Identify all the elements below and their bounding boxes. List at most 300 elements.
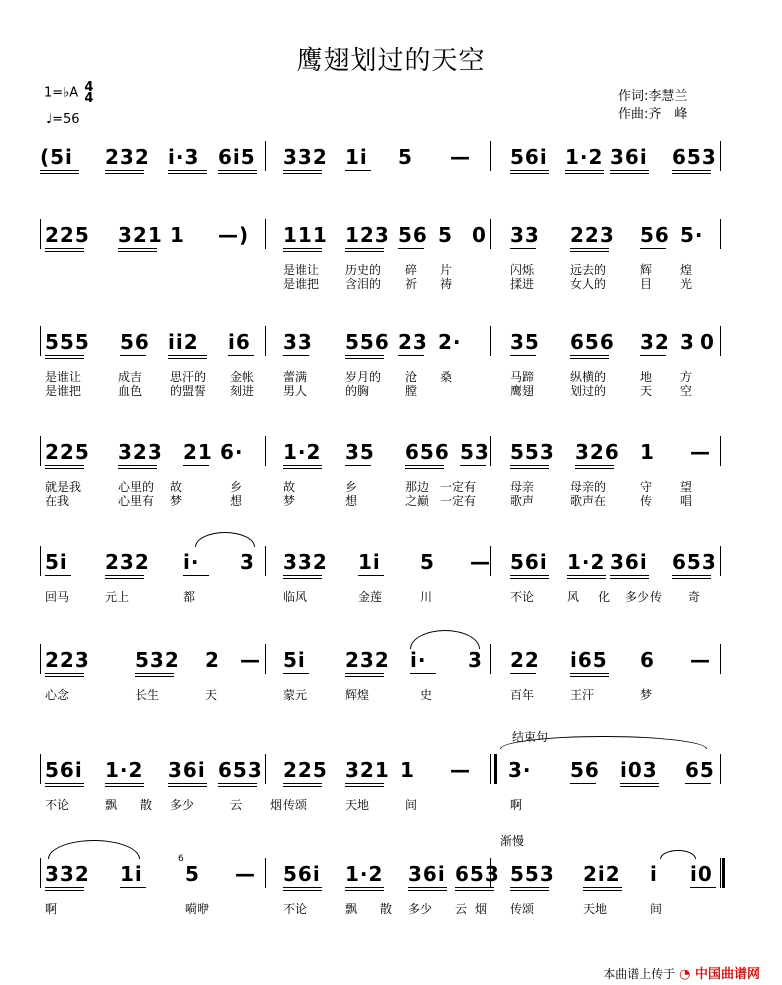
lyric-word: 方 xyxy=(680,370,693,384)
lyric-word: 风 xyxy=(567,590,580,604)
beam-line xyxy=(685,783,711,784)
beam-line xyxy=(345,887,384,888)
beam-line xyxy=(345,170,371,171)
lyric-word: 散 xyxy=(140,798,153,812)
note-group: — xyxy=(235,862,256,886)
lyric-word: 散 xyxy=(380,902,393,916)
beam-line-double xyxy=(570,358,609,359)
beam-line-double xyxy=(510,890,549,891)
beam-line-double xyxy=(118,251,157,252)
note-group: 553 xyxy=(510,862,555,886)
beam-line-double xyxy=(283,890,322,891)
note-group: (5i xyxy=(40,145,73,169)
beam-line xyxy=(168,783,207,784)
lyric-word: 不论 xyxy=(283,902,308,916)
beam-line xyxy=(345,673,384,674)
note-group: 1i xyxy=(358,550,381,574)
lyric-word: 女人的 xyxy=(570,277,607,291)
beam-line xyxy=(510,170,549,171)
lyric-word: 鹰翅 xyxy=(510,384,535,398)
lyric-word: 辉 xyxy=(640,263,653,277)
lyric-word: 的胸 xyxy=(345,384,370,398)
beam-line-double xyxy=(408,890,447,891)
beam-line xyxy=(183,465,209,466)
lyric-word: 马蹄 xyxy=(510,370,535,384)
beam-line xyxy=(570,248,609,249)
beam-line-double xyxy=(570,676,609,677)
beam-line-double xyxy=(570,251,609,252)
bar-line xyxy=(40,754,41,784)
beam-line xyxy=(105,575,144,576)
lyric-word: 蕾满 xyxy=(283,370,308,384)
beam-line xyxy=(45,783,84,784)
lyric-word: 梦 xyxy=(170,494,183,508)
beam-line xyxy=(610,170,649,171)
lyric-word: 云 xyxy=(230,798,243,812)
lyric-word: 天 xyxy=(640,384,653,398)
lyric-word: 临风 xyxy=(283,590,308,604)
note-group: 56 xyxy=(570,758,600,782)
note-group: 2· xyxy=(438,330,462,354)
note-group: i03 xyxy=(620,758,658,782)
beam-line xyxy=(405,465,444,466)
note-group: 6· xyxy=(220,440,244,464)
note-group: 5 xyxy=(420,550,435,574)
beam-line xyxy=(45,887,84,888)
beam-line xyxy=(570,355,609,356)
beam-line xyxy=(40,170,79,171)
lyric-word: 乡 xyxy=(230,480,243,494)
beam-line xyxy=(283,248,322,249)
lyric-word: 心念 xyxy=(45,688,70,702)
bar-line xyxy=(720,546,721,576)
lyric-word: 地 xyxy=(640,370,653,384)
beam-line xyxy=(510,248,536,249)
note-group: 656 xyxy=(570,330,615,354)
beam-line xyxy=(460,465,486,466)
note-group: 1 xyxy=(170,223,185,247)
note-group: 33 xyxy=(510,223,540,247)
note-group: ii2 xyxy=(168,330,199,354)
lyric-word: 多少 xyxy=(408,902,433,916)
lyric-word: 都 xyxy=(183,590,196,604)
beam-line-double xyxy=(45,251,84,252)
note-group: 656 xyxy=(405,440,450,464)
beam-line xyxy=(570,783,596,784)
beam-line-double xyxy=(45,786,84,787)
note-group: i· xyxy=(410,648,427,672)
lyric-word: 一定有 xyxy=(440,480,477,494)
bar-line xyxy=(265,754,266,784)
lyric-word: 煌 xyxy=(680,263,693,277)
beam-line-double xyxy=(168,358,207,359)
lyric-word: 是谁让 xyxy=(45,370,82,384)
note-group: 21 xyxy=(183,440,213,464)
bar-line xyxy=(490,219,491,249)
lyric-word: 揉进 xyxy=(510,277,535,291)
note-group: — xyxy=(450,758,471,782)
beam-line xyxy=(510,887,549,888)
lyric-word: 那边 xyxy=(405,480,430,494)
bar-line xyxy=(40,436,41,466)
note-group: 35 xyxy=(510,330,540,354)
footer xyxy=(603,963,760,982)
beam-line-double xyxy=(135,676,174,677)
note-group: 232 xyxy=(105,550,150,574)
lyric-word: 目 xyxy=(640,277,653,291)
bar-line xyxy=(265,546,266,576)
note-group: 232 xyxy=(345,648,390,672)
lyric-word: 间 xyxy=(650,902,663,916)
note-group: 0 xyxy=(472,223,487,247)
bar-line xyxy=(490,754,491,784)
beam-line xyxy=(567,575,606,576)
bar-line xyxy=(490,326,491,356)
note-group: 323 xyxy=(118,440,163,464)
beam-line-double xyxy=(45,676,84,677)
slur-arc xyxy=(660,850,696,859)
beam-line xyxy=(283,783,322,784)
note-group: 53 xyxy=(460,440,490,464)
lyric-word: 啊 xyxy=(510,798,523,812)
lyric-word: 奇 xyxy=(688,590,701,604)
beam-line xyxy=(455,887,494,888)
beam-line xyxy=(570,673,609,674)
beam-line-double xyxy=(405,468,444,469)
lyric-word: 想 xyxy=(345,494,358,508)
lyric-word: 守 xyxy=(640,480,653,494)
lyricist-credit: 作词:李慧兰 xyxy=(618,89,688,104)
note-group: i0 xyxy=(690,862,713,886)
beam-line xyxy=(228,355,254,356)
note-group: 1·2 xyxy=(567,550,606,574)
beam-line xyxy=(45,248,84,249)
note-group: 225 xyxy=(45,440,90,464)
bar-line xyxy=(40,219,41,249)
lyric-word: 望 xyxy=(680,480,693,494)
note-group: i xyxy=(650,862,658,886)
lyric-word: 辉煌 xyxy=(345,688,370,702)
slur-arc xyxy=(410,630,480,649)
beam-line-double xyxy=(45,890,84,891)
bar-line xyxy=(40,326,41,356)
note-group: 123 xyxy=(345,223,390,247)
section-label: 渐慢 xyxy=(500,834,525,848)
lyric-word: 间 xyxy=(405,798,418,812)
note-group: 1·2 xyxy=(345,862,384,886)
note-group: 653 xyxy=(672,550,717,574)
lyric-word: 天 xyxy=(205,688,218,702)
bar-line xyxy=(265,326,266,356)
bar-line xyxy=(720,858,721,888)
note-group: 653 xyxy=(672,145,717,169)
beam-line-double xyxy=(565,173,604,174)
note-group: 5 xyxy=(438,223,453,247)
bar-line xyxy=(490,141,491,171)
note-group: 5i xyxy=(283,648,306,672)
note-group: 653 xyxy=(218,758,263,782)
beam-line-double xyxy=(510,173,549,174)
beam-line-double xyxy=(672,578,711,579)
beam-line xyxy=(398,355,424,356)
lyric-word: 片 xyxy=(440,263,453,277)
beam-line xyxy=(610,575,649,576)
note-group: 556 xyxy=(345,330,390,354)
bar-line xyxy=(265,436,266,466)
beam-line-double xyxy=(168,173,207,174)
note-group: — xyxy=(470,550,491,574)
note-group: —) xyxy=(218,223,250,247)
lyric-word: 飘 xyxy=(105,798,118,812)
lyric-word: 传 xyxy=(650,590,663,604)
lyric-word: 云 xyxy=(455,902,468,916)
note-group: 321 xyxy=(345,758,390,782)
lyric-word: 多少 xyxy=(170,798,195,812)
lyric-word: 天地 xyxy=(583,902,608,916)
note-group: 3 xyxy=(680,330,695,354)
beam-line xyxy=(690,887,716,888)
note-group: 2i2 xyxy=(583,862,621,886)
lyric-word: 沧 xyxy=(405,370,418,384)
footer-text: 本曲谱上传于 xyxy=(603,967,676,981)
note-group: 223 xyxy=(570,223,615,247)
beam-line xyxy=(345,355,384,356)
note-group: 3 xyxy=(240,550,255,574)
note-group: 56i xyxy=(45,758,83,782)
beam-line xyxy=(345,465,371,466)
note-group: 56i xyxy=(510,550,548,574)
note-group: 1·2 xyxy=(105,758,144,782)
beam-line-double xyxy=(345,786,384,787)
lyric-word: 刻进 xyxy=(230,384,255,398)
beam-line-double xyxy=(510,578,549,579)
note-group: 56 xyxy=(398,223,428,247)
note-group: 555 xyxy=(45,330,90,354)
beam-line xyxy=(168,355,207,356)
beam-line xyxy=(583,887,622,888)
beam-line xyxy=(120,887,146,888)
lyric-word: 岁月的 xyxy=(345,370,382,384)
beam-line xyxy=(218,783,257,784)
grace-note: 6 xyxy=(178,854,184,864)
bar-line xyxy=(490,436,491,466)
note-group: 5i xyxy=(45,550,68,574)
lyric-word: 故 xyxy=(170,480,183,494)
beam-line xyxy=(105,170,144,171)
lyric-word: 烟 xyxy=(475,902,488,916)
beam-line xyxy=(358,575,384,576)
note-group: — xyxy=(690,648,711,672)
note-group: 1·2 xyxy=(283,440,322,464)
lyric-word: 光 xyxy=(680,277,693,291)
lyric-word: 史 xyxy=(420,688,433,702)
lyric-word: 碎 xyxy=(405,263,418,277)
beam-line xyxy=(118,248,157,249)
beam-line xyxy=(672,575,711,576)
bar-line xyxy=(40,858,41,888)
beam-line-double xyxy=(218,173,257,174)
bar-line xyxy=(720,754,721,784)
beam-line-double xyxy=(105,786,144,787)
note-group: 36i xyxy=(408,862,446,886)
lyric-word: 唱 xyxy=(680,494,693,508)
lyric-word: 啊 xyxy=(45,902,58,916)
lyric-word: 天地 xyxy=(345,798,370,812)
beam-line xyxy=(640,355,666,356)
beam-line xyxy=(45,575,71,576)
beam-line-double xyxy=(283,578,322,579)
lyric-word: 心里有 xyxy=(118,494,155,508)
beam-line-double xyxy=(510,468,549,469)
beam-line xyxy=(120,355,146,356)
composer-credit: 作曲:齐 峰 xyxy=(618,107,688,122)
brand-logo: ◔ 中国曲谱网 xyxy=(679,967,760,982)
lyric-word: 歌声 xyxy=(510,494,535,508)
note-group: — xyxy=(690,440,711,464)
beam-line xyxy=(283,673,309,674)
time-signature-top: 4 xyxy=(84,80,94,95)
note-group: 321 xyxy=(118,223,163,247)
beam-line-double xyxy=(345,676,384,677)
beam-line-double xyxy=(583,890,622,891)
note-group: 5· xyxy=(680,223,704,247)
note-group: 225 xyxy=(283,758,328,782)
lyric-word: 想 xyxy=(230,494,243,508)
note-group: 5 xyxy=(398,145,413,169)
note-group: 5 xyxy=(185,862,200,886)
note-group: — xyxy=(450,145,471,169)
beam-line xyxy=(345,248,384,249)
lyric-word: 思汗的 xyxy=(170,370,207,384)
lyric-word: 桑 xyxy=(440,370,453,384)
beam-line xyxy=(510,673,536,674)
beam-line-double xyxy=(45,468,84,469)
lyric-word: 金莲 xyxy=(358,590,383,604)
bar-line xyxy=(40,546,41,576)
section-label: 结束句 xyxy=(512,730,549,744)
bar-line xyxy=(720,141,721,171)
note-group: 36i xyxy=(610,145,648,169)
note-group: 553 xyxy=(510,440,555,464)
note-group: 56 xyxy=(120,330,150,354)
lyric-word: 飘 xyxy=(345,902,358,916)
beam-line xyxy=(640,248,666,249)
beam-line-double xyxy=(610,578,649,579)
note-group: 1 xyxy=(640,440,655,464)
lyric-word: 不论 xyxy=(510,590,535,604)
lyric-word: 故 xyxy=(283,480,296,494)
bar-line xyxy=(720,436,721,466)
lyric-word: 在我 xyxy=(45,494,70,508)
bar-line xyxy=(720,644,721,674)
note-group: — xyxy=(240,648,261,672)
lyric-word: 母亲 xyxy=(510,480,535,494)
beam-line-double xyxy=(672,173,711,174)
beam-line xyxy=(168,170,207,171)
note-group: 225 xyxy=(45,223,90,247)
note-group: 56 xyxy=(640,223,670,247)
lyric-word: 传 xyxy=(640,494,653,508)
beam-line-double xyxy=(345,358,384,359)
final-bar-line xyxy=(722,858,725,888)
beam-line-double xyxy=(218,786,257,787)
beam-line xyxy=(118,465,157,466)
beam-line-double xyxy=(45,358,84,359)
key-label: 1=♭A xyxy=(44,85,79,101)
beam-line xyxy=(283,887,322,888)
beam-line-double xyxy=(283,468,322,469)
beam-line xyxy=(510,465,549,466)
lyric-word: 的盟誓 xyxy=(170,384,207,398)
beam-line-double xyxy=(620,786,659,787)
beam-line-double xyxy=(40,173,79,174)
note-group: i· xyxy=(183,550,200,574)
lyric-word: 回马 xyxy=(45,590,70,604)
note-group: 36i xyxy=(610,550,648,574)
bar-line xyxy=(490,644,491,674)
note-group: 332 xyxy=(45,862,90,886)
time-signature-bottom: 4 xyxy=(84,91,94,106)
brand-name: 中国曲谱网 xyxy=(694,967,760,982)
key-signature xyxy=(44,82,93,104)
beam-line xyxy=(283,355,309,356)
lyric-word: 梦 xyxy=(283,494,296,508)
beam-line xyxy=(408,887,447,888)
beam-line xyxy=(45,465,84,466)
lyric-word: 划过的 xyxy=(570,384,607,398)
lyric-word: 是谁让 xyxy=(283,263,320,277)
beam-line xyxy=(45,355,84,356)
lyric-word: 是谁把 xyxy=(283,277,320,291)
bar-line xyxy=(265,644,266,674)
lyric-word: 传颂 xyxy=(510,902,535,916)
lyric-word: 祈 xyxy=(405,277,418,291)
note-group: 653 xyxy=(455,862,500,886)
beam-line-double xyxy=(283,251,322,252)
note-group: 1i xyxy=(120,862,143,886)
note-group: 332 xyxy=(283,145,328,169)
beam-line-double xyxy=(455,890,494,891)
beam-line xyxy=(345,783,384,784)
note-group: 32 xyxy=(640,330,670,354)
note-group: 36i xyxy=(168,758,206,782)
lyric-word: 就是我 xyxy=(45,480,82,494)
repeat-bar-line xyxy=(494,754,497,784)
beam-line-double xyxy=(105,578,144,579)
song-title: 鹰翅划过的天空 xyxy=(296,46,486,76)
lyric-word: 膛 xyxy=(405,384,418,398)
lyric-word: 川 xyxy=(420,590,433,604)
beam-line xyxy=(620,783,659,784)
lyric-word: 化 xyxy=(598,590,611,604)
note-group: 1·2 xyxy=(565,145,604,169)
beam-line-double xyxy=(283,786,322,787)
slur-arc xyxy=(195,532,255,547)
beam-line-double xyxy=(575,468,614,469)
lyric-word: 含泪的 xyxy=(345,277,382,291)
lyric-word: 成吉 xyxy=(118,370,143,384)
beam-line xyxy=(218,170,257,171)
note-group: 532 xyxy=(135,648,180,672)
beam-line xyxy=(283,575,322,576)
lyric-word: 闪烁 xyxy=(510,263,535,277)
beam-line-double xyxy=(105,173,144,174)
beam-line-double xyxy=(567,578,606,579)
note-group: 3· xyxy=(508,758,532,782)
lyric-word: 之巅 xyxy=(405,494,430,508)
beam-line xyxy=(398,248,424,249)
note-group: i6 xyxy=(228,330,251,354)
